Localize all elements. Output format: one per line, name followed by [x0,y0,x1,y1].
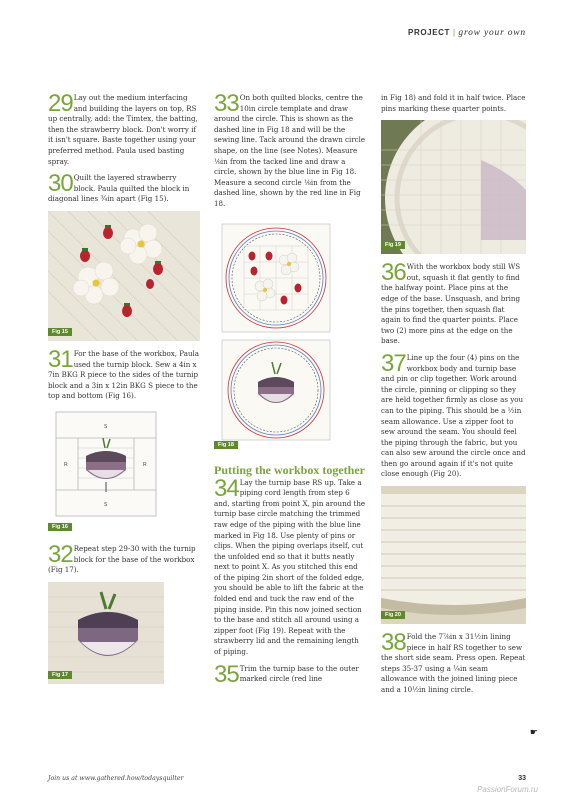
step-number: 36 [381,259,406,287]
step-text: Fold the 7⅞in x 31½in lining piece in half RS together to sew the short side seam. Press open. Repeat steps 35-37 using a ¼in seam allowance with the joined lining piece and a 10½in lining circle. [381,632,526,695]
step-text: Lay out the medium interfacing and building the layers on top, RS up centrally, add: the Timtex, the batting, then the strawberry block. Don't worry if it isn't square. Baste together using your preferred method. Paula used basting spray. [48,93,198,166]
label-r-left: R [64,461,68,468]
turnip-quilted-block-image [48,582,164,684]
watermark: PassionForum.ru [477,785,538,794]
figure-label: Fig 16 [48,523,72,531]
step-30 [48,170,200,205]
step-32 [48,540,200,576]
step-29 [48,90,200,167]
step-38 [381,629,526,696]
step-text: Lay the turnip base RS up. Take a piping cord length from step 6 and, starting from point X, pin around the turnip base circle matching the trimmed raw edge of the piping with the blue line marked in Fig 18. Use plenty of pins or clips. When the piping overlaps itself, cut the unfolded end so that it butts neatly next to point X. As you stitched this end of the piping 2in short of the folded edge, you should be able to lift the fabric at the folded end and tuck the raw end of the piping inside. Pin this now joined section to the base and stitch all around using a zipper foot (Fig 19). Repeat with the strawberry lid and the remaining length of piping. [214,477,366,657]
figure-15 [48,211,200,341]
step-text: Repeat step 29-30 with the turnip block for the base of the workbox (Fig 17). [48,543,196,575]
figure-18 [214,216,366,454]
step-number: 31 [48,345,73,373]
figure-label: Fig 15 [48,328,72,336]
step-number: 37 [381,349,406,377]
step-34 [214,474,366,658]
column-2 [214,90,366,691]
section-subheading: Putting the workbox together [214,462,365,477]
figure-label: Fig 17 [48,671,72,679]
header-title: grow your own [458,28,526,38]
circle-template-diagram [214,216,366,454]
figure-20 [381,486,526,624]
step-number: 35 [214,660,239,688]
column-1 [48,90,200,692]
end-of-article-icon: ☛ [529,728,538,738]
page-header [408,28,526,38]
step-number: 30 [48,170,73,198]
label-s-bottom: S [104,501,108,508]
figure-label: Fig 19 [381,241,405,249]
header-separator: | [453,28,456,37]
step-33 [214,90,366,210]
step-31 [48,345,200,402]
figure-label: Fig 18 [214,441,238,449]
step-text: For the base of the workbox, Paula used the turnip block. Sew a 4in x 7in BKG R piece to the sides of the turnip block and a 3in x 12in BKG S piece to the top and bottom (Fig 16). [48,348,200,401]
step-number: 29 [48,90,73,117]
page-number: 33 [518,775,526,782]
piping-stitched-image [381,120,526,254]
step-text: in Fig 18) and fold it in half twice. Place pins marking these quarter points. [381,93,526,113]
figure-17 [48,582,200,684]
step-text: With the workbox body still WS out, squash it flat gently to find the halfway point. Place pins at the edge of the base. Unsquash, and bring the pins together, then squash flat again to find the quarter points. Place two (2) more pins at the edge on the base. [381,262,521,346]
label-r-right: R [143,461,147,468]
step-35-continued [381,93,526,114]
step-text: Line up the four (4) pins on the workbox body and turnip base and pin or clip together. Work around the circle, pinning or clipping so they are held together firmly as close as you can to the piping. This should be a ½in seam allowance. Use a zipper foot to sew around the seam. You should feel the piping through the fabric, but you can also sew around the circle once and then go around again if it's not quite close enough (Fig 20). [381,352,526,479]
step-text: Quilt the layered strawberry block. Paula quilted the block in diagonal lines ¾in apart (Fig 15). [48,173,190,204]
figure-19 [381,120,526,254]
header-section: PROJECT [408,28,451,37]
step-number: 33 [214,90,239,117]
step-35 [214,660,366,688]
figure-16 [48,408,200,536]
workbox-body-image [381,486,526,624]
step-37 [381,349,526,480]
figure-label: Fig 20 [381,611,405,619]
step-number: 32 [48,540,73,568]
column-3 [381,93,526,702]
footer-link: Join us at www.gathered.how/todaysquilter [48,775,184,782]
step-text: Trim the turnip base to the outer marked circle (red line [239,663,359,684]
label-s-top: S [104,423,108,430]
step-text: On both quilted blocks, centre the 10in circle template and draw around the circle. This is shown as the dashed line in Fig 18 and will be the sewing line. Tack around the drawn circle shape, on the line (see Notes). Measure ⅛in from the tacked line and draw a circle, shown by the blue line in Fig 18. Measure a second circle ⅛in from the dashed line, shown by the red line in Fig 18. [214,93,366,208]
turnip-block-diagram [48,408,200,536]
step-number: 34 [214,474,239,502]
strawberry-quilted-block-image [48,211,200,341]
step-number: 38 [381,629,406,657]
step-36 [381,259,526,347]
